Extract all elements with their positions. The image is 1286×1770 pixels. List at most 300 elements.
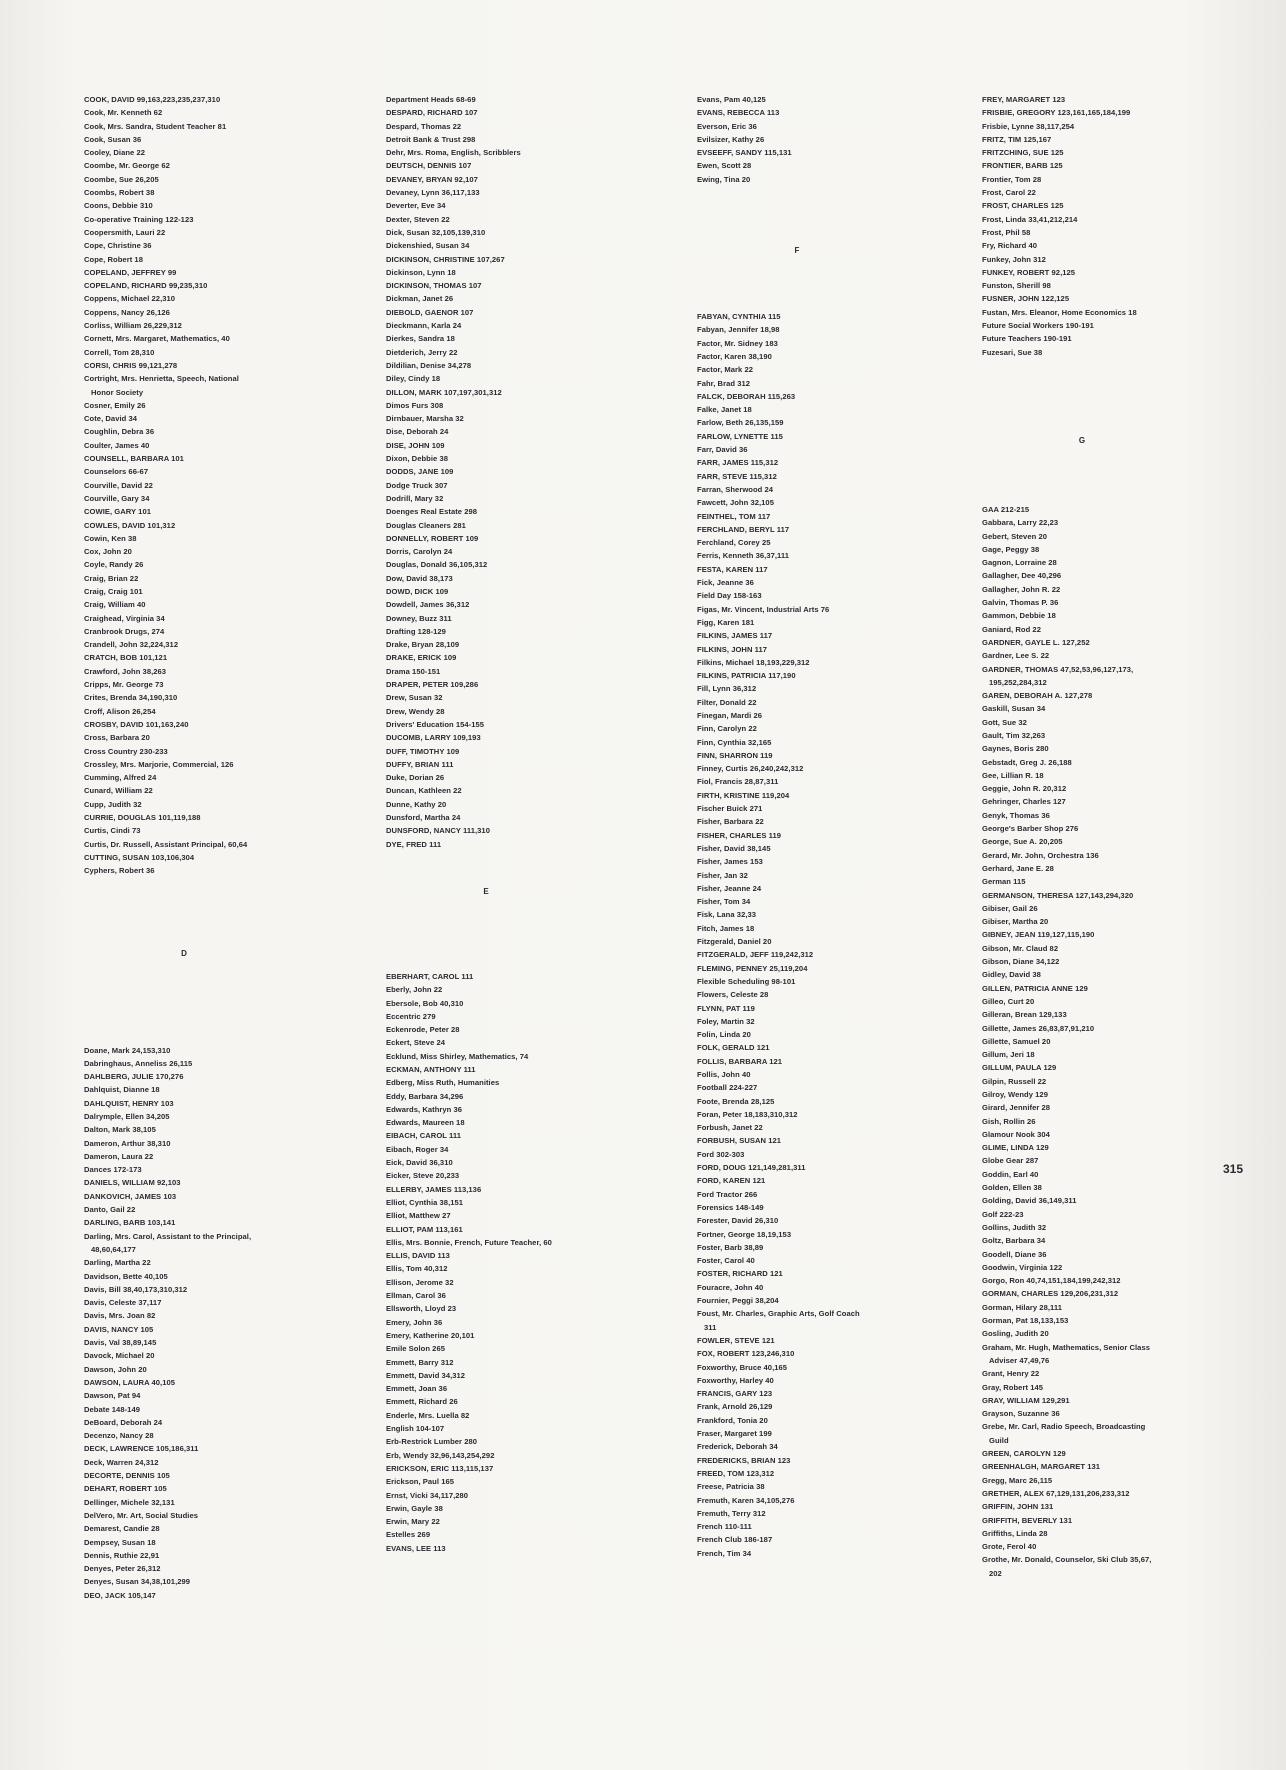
index-entry — [386, 159, 648, 172]
index-entry — [697, 962, 959, 975]
index-entry-text: DAHLBERG, JULIE 170,276 — [84, 1072, 184, 1082]
index-entry — [386, 425, 648, 438]
index-entry — [697, 762, 959, 775]
index-entry — [386, 346, 648, 359]
index-entry-text: Dellinger, Michele 32,131 — [84, 1497, 175, 1507]
index-entry — [697, 430, 959, 443]
index-entry — [982, 1248, 1244, 1261]
index-entry — [982, 503, 1244, 516]
index-entry-text: Fisk, Lana 32,33 — [697, 910, 757, 920]
spacer — [697, 257, 959, 310]
index-entry — [386, 93, 648, 106]
index-entry-text: Frank, Arnold 26,129 — [697, 1402, 773, 1412]
index-entry-text: Frost, Carol 22 — [982, 188, 1036, 198]
index-entry-text: Davidson, Bette 40,105 — [84, 1271, 168, 1281]
index-entry — [697, 1347, 959, 1360]
index-entry-text: Diley, Cindy 18 — [386, 374, 441, 384]
index-entry-continuation: 311 — [704, 1322, 717, 1332]
index-entry-text: Finn, Carolyn 22 — [697, 724, 757, 734]
index-entry-text: DODDS, JANE 109 — [386, 467, 454, 477]
index-entry — [84, 146, 346, 159]
index-entry — [982, 569, 1244, 582]
index-entry-text: Coombs, Robert 38 — [84, 188, 155, 198]
index-entry-text: Frontier, Tom 28 — [982, 174, 1042, 184]
index-entry — [386, 718, 648, 731]
index-entry — [386, 1023, 648, 1036]
index-entry — [386, 1076, 648, 1089]
index-entry — [84, 266, 346, 279]
index-entry — [84, 1323, 346, 1336]
index-entry — [982, 1394, 1244, 1407]
index-entry — [386, 1528, 648, 1541]
index-entry — [982, 1075, 1244, 1088]
index-entry-text: Dick, Susan 32,105,139,310 — [386, 227, 486, 237]
index-entry-text: Ellison, Jerome 32 — [386, 1277, 454, 1287]
index-entry — [982, 636, 1244, 649]
index-entry — [697, 802, 959, 815]
index-entry-text: Ford 302-303 — [697, 1149, 745, 1159]
index-group-f-cont — [982, 93, 1244, 359]
index-entry — [386, 1249, 648, 1262]
index-entry — [84, 851, 346, 864]
index-entry — [697, 1507, 959, 1520]
index-entry — [84, 159, 346, 172]
index-entry-text: Duke, Dorian 26 — [386, 773, 445, 783]
index-entry — [84, 1349, 346, 1362]
index-entry-text: DONNELLY, ROBERT 109 — [386, 533, 479, 543]
index-entry-text: Gilleran, Brean 129,133 — [982, 1010, 1067, 1020]
index-entry-text: Corliss, William 26,229,312 — [84, 321, 182, 331]
index-entry-text: Crandell, John 32,224,312 — [84, 640, 179, 650]
index-entry — [697, 855, 959, 868]
index-entry-text: Courville, Gary 34 — [84, 493, 150, 503]
index-entry-text: Geggie, John R. 20,312 — [982, 784, 1067, 794]
index-entry-text: Dowdell, James 36,312 — [386, 600, 470, 610]
index-entry — [982, 1407, 1244, 1420]
index-entry-text: Evilsizer, Kathy 26 — [697, 134, 765, 144]
index-entry — [982, 1460, 1244, 1473]
index-entry — [697, 1440, 959, 1453]
index-entry-text: Cosner, Emily 26 — [84, 400, 146, 410]
index-entry — [84, 758, 346, 771]
index-entry — [697, 1015, 959, 1028]
index-entry-text: Crawford, John 38,263 — [84, 666, 167, 676]
index-entry — [386, 146, 648, 159]
index-entry — [697, 922, 959, 935]
index-entry-text: FORD, DOUG 121,149,281,311 — [697, 1163, 806, 1173]
index-entry — [84, 1336, 346, 1349]
section-letter-e: E — [483, 886, 489, 896]
index-entry — [697, 1068, 959, 1081]
index-entry-text: Drew, Susan 32 — [386, 693, 443, 703]
index-entry-text: ELLIOT, PAM 113,161 — [386, 1224, 463, 1234]
index-entry-text: FILKINS, PATRICIA 117,190 — [697, 671, 796, 681]
index-entry-text: Craig, William 40 — [84, 600, 146, 610]
index-entry-text: Emmett, David 34,312 — [386, 1370, 466, 1380]
index-entry-text: Denyes, Susan 34,38,101,299 — [84, 1577, 191, 1587]
index-entry-text: Graham, Mr. Hugh, Mathematics, Senior Class — [982, 1342, 1150, 1352]
index-entry-continuation: 202 — [989, 1568, 1002, 1578]
index-entry-text: Drafting 128-129 — [386, 626, 446, 636]
index-entry-text: Gorgo, Ron 40,74,151,184,199,242,312 — [982, 1276, 1121, 1286]
index-entry — [697, 390, 959, 403]
index-entry — [697, 510, 959, 523]
index-entry — [84, 1044, 346, 1057]
index-entry-text: Drew, Wendy 28 — [386, 706, 445, 716]
index-entry — [386, 1502, 648, 1515]
index-entry-text: GERMANSON, THERESA 127,143,294,320 — [982, 890, 1134, 900]
index-entry-text: FILKINS, JOHN 117 — [697, 644, 768, 654]
index-entry — [697, 935, 959, 948]
index-entry-text: Goodwin, Virginia 122 — [982, 1262, 1063, 1272]
index-entry — [84, 425, 346, 438]
index-entry-text: GRIFFIN, JOHN 131 — [982, 1502, 1054, 1512]
index-entry — [982, 968, 1244, 981]
index-entry — [697, 310, 959, 323]
index-entry-continuation: 48,60,64,177 — [91, 1244, 136, 1254]
index-entry — [84, 1589, 346, 1602]
index-entry — [982, 292, 1244, 305]
index-entry-text: Dieckmann, Karla 24 — [386, 321, 462, 331]
index-entry — [386, 1316, 648, 1329]
index-entry — [982, 756, 1244, 769]
index-entry-text: Detroit Bank & Trust 298 — [386, 134, 476, 144]
index-entry-text: Darling, Mrs. Carol, Assistant to the Principal, — [84, 1231, 252, 1241]
index-entry — [982, 543, 1244, 556]
index-entry-text: Craighead, Virginia 34 — [84, 613, 165, 623]
index-entry-text: Fuzesari, Sue 38 — [982, 347, 1043, 357]
index-entry-text: Cope, Robert 18 — [84, 254, 143, 264]
index-entry-text: FESTA, KAREN 117 — [697, 564, 768, 574]
index-entry — [84, 811, 346, 824]
index-entry — [386, 838, 648, 851]
index-entry — [697, 1267, 959, 1280]
index-entry-text: Golden, Ellen 38 — [982, 1183, 1042, 1193]
index-entry — [697, 363, 959, 376]
index-entry — [982, 159, 1244, 172]
index-entry — [386, 983, 648, 996]
index-entry-text: CROSBY, DAVID 101,163,240 — [84, 719, 189, 729]
index-entry — [84, 585, 346, 598]
index-entry — [84, 1176, 346, 1189]
index-entry — [697, 563, 959, 576]
index-entry — [84, 1083, 346, 1096]
index-entry-text: DIEBOLD, GAENOR 107 — [386, 307, 474, 317]
index-entry — [84, 784, 346, 797]
index-entry — [982, 716, 1244, 729]
index-entry-text: Coombe, Mr. George 62 — [84, 161, 170, 171]
index-entry-text: Forbush, Janet 22 — [697, 1123, 763, 1133]
index-entry — [697, 1307, 959, 1334]
index-entry-text: Douglas Cleaners 281 — [386, 520, 466, 530]
index-entry — [697, 1400, 959, 1413]
index-entry — [982, 769, 1244, 782]
index-entry-text: Fischer Buick 271 — [697, 804, 763, 814]
index-entry — [697, 1134, 959, 1147]
index-entry-text: Gibson, Diane 34,122 — [982, 957, 1060, 967]
index-entry — [697, 456, 959, 469]
index-entry-text: Grothe, Mr. Donald, Counselor, Ski Club 35,67, — [982, 1555, 1152, 1565]
index-entry-text: Dabringhaus, Anneliss 26,115 — [84, 1058, 193, 1068]
index-entry-text: Dickenshied, Susan 34 — [386, 241, 470, 251]
index-entry-text: FITZGERALD, JEFF 119,242,312 — [697, 950, 814, 960]
index-entry — [982, 1301, 1244, 1314]
index-entry-text: Dalton, Mark 38,105 — [84, 1125, 156, 1135]
index-entry — [697, 988, 959, 1001]
index-entry — [84, 292, 346, 305]
index-entry-text: GRAY, WILLIAM 129,291 — [982, 1395, 1070, 1405]
index-entry — [982, 1274, 1244, 1287]
index-entry — [697, 1334, 959, 1347]
index-entry — [386, 492, 648, 505]
index-entry — [386, 970, 648, 983]
index-entry-text: DILLON, MARK 107,197,301,312 — [386, 387, 502, 397]
index-entry-text: Cowin, Ken 38 — [84, 533, 137, 543]
index-entry-text: DUFFY, BRIAN 111 — [386, 759, 454, 769]
index-entry-text: Dickinson, Lynn 18 — [386, 267, 456, 277]
index-entry — [386, 1409, 648, 1422]
index-entry — [84, 1376, 346, 1389]
spacer — [982, 359, 1244, 434]
index-entry — [386, 1036, 648, 1049]
index-entry-text: Filkins, Michael 18,193,229,312 — [697, 657, 810, 667]
index-entry-text: Eckert, Steve 24 — [386, 1038, 446, 1048]
index-entry — [84, 332, 346, 345]
index-entry-text: DESPARD, RICHARD 107 — [386, 108, 478, 118]
index-entry-text: Frederick, Deborah 34 — [697, 1442, 778, 1452]
index-entry-text: FARLOW, LYNETTE 115 — [697, 431, 783, 441]
index-entry — [982, 795, 1244, 808]
index-entry-text: Fitch, James 18 — [697, 923, 755, 933]
index-entry — [386, 572, 648, 585]
index-entry-text: Cunard, William 22 — [84, 786, 153, 796]
index-entry-text: George, Sue A. 20,205 — [982, 837, 1063, 847]
index-entry — [697, 775, 959, 788]
index-entry-text: Ewen, Scott 28 — [697, 161, 752, 171]
index-entry-text: Davis, Bill 38,40,173,310,312 — [84, 1284, 188, 1294]
spacer — [386, 851, 648, 885]
index-entry-text: Edberg, Miss Ruth, Humanities — [386, 1078, 500, 1088]
index-entry-text: Dameron, Laura 22 — [84, 1151, 154, 1161]
index-entry-text: FARR, STEVE 115,312 — [697, 471, 777, 481]
index-entry — [84, 651, 346, 664]
index-entry-text: Dunne, Kathy 20 — [386, 799, 447, 809]
index-entry-text: GILLEN, PATRICIA ANNE 129 — [982, 983, 1088, 993]
index-entry — [982, 516, 1244, 529]
index-entry-text: CUTTING, SUSAN 103,106,304 — [84, 852, 195, 862]
index-entry-text: Gagnon, Lorraine 28 — [982, 558, 1057, 568]
index-entry-text: Eberly, John 22 — [386, 985, 443, 995]
index-entry-text: Frost, Linda 33,41,212,214 — [982, 214, 1078, 224]
index-entry — [386, 439, 648, 452]
index-entry — [386, 1342, 648, 1355]
index-entry-text: Emmett, Richard 26 — [386, 1397, 458, 1407]
index-entry — [386, 505, 648, 518]
index-entry — [84, 1216, 346, 1229]
index-entry-text: Fustan, Mrs. Eleanor, Home Economics 18 — [982, 307, 1137, 317]
index-entry-text: COPELAND, RICHARD 99,235,310 — [84, 281, 208, 291]
index-entry — [982, 306, 1244, 319]
index-entry — [84, 1429, 346, 1442]
index-entry-text: Dow, David 38,173 — [386, 573, 453, 583]
index-entry — [386, 705, 648, 718]
index-entry — [697, 496, 959, 509]
index-entry-text: Glamour Nook 304 — [982, 1129, 1050, 1139]
index-entry — [84, 1070, 346, 1083]
index-entry-text: Dawson, Pat 94 — [84, 1391, 141, 1401]
index-entry — [386, 612, 648, 625]
index-entry — [697, 895, 959, 908]
index-entry — [386, 479, 648, 492]
index-entry — [84, 1150, 346, 1163]
index-entry — [386, 1276, 648, 1289]
index-entry — [386, 545, 648, 558]
index-entry — [697, 1228, 959, 1241]
index-entry — [697, 323, 959, 336]
index-entry — [697, 536, 959, 549]
index-entry-text: Drivers' Education 154-155 — [386, 719, 485, 729]
index-entry-text: Football 224-227 — [697, 1083, 758, 1093]
index-entry — [386, 1050, 648, 1063]
index-entry-text: Gollins, Judith 32 — [982, 1222, 1047, 1232]
index-entry — [982, 649, 1244, 662]
index-entry-text: FERCHLAND, BERYL 117 — [697, 524, 790, 534]
index-entry — [697, 1081, 959, 1094]
index-entry-text: FUSNER, JOHN 122,125 — [982, 294, 1070, 304]
index-entry-text: FREY, MARGARET 123 — [982, 95, 1066, 104]
index-entry — [84, 771, 346, 784]
index-entry — [84, 173, 346, 186]
index-entry-text: Frost, Phil 58 — [982, 227, 1031, 237]
index-entry-text: Future Social Workers 190-191 — [982, 321, 1094, 331]
index-entry-text: DANKOVICH, JAMES 103 — [84, 1191, 177, 1201]
index-entry — [982, 583, 1244, 596]
section-letter-d: D — [181, 948, 187, 958]
index-entry — [697, 1108, 959, 1121]
index-entry — [84, 253, 346, 266]
index-entry — [386, 332, 648, 345]
index-entry-text: Gibson, Mr. Claud 82 — [982, 943, 1059, 953]
index-entry-text: Erwin, Gayle 38 — [386, 1503, 443, 1513]
index-entry-text: Cortright, Mrs. Henrietta, Speech, National — [84, 374, 239, 384]
index-entry — [386, 1116, 648, 1129]
index-entry — [84, 399, 346, 412]
index-entry — [84, 1230, 346, 1257]
index-entry-text: Ferchland, Corey 25 — [697, 538, 771, 548]
index-entry-text: Foster, Carol 40 — [697, 1256, 755, 1266]
index-entry — [982, 835, 1244, 848]
index-group-e-cont — [697, 93, 959, 186]
index-entry — [697, 350, 959, 363]
index-entry — [982, 1115, 1244, 1128]
index-entry-text: Ernst, Vicki 34,117,280 — [386, 1490, 469, 1500]
index-entry-text: Gibiser, Martha 20 — [982, 917, 1049, 927]
index-entry — [84, 186, 346, 199]
index-entry-text: DICKINSON, THOMAS 107 — [386, 281, 482, 291]
index-entry — [386, 1329, 648, 1342]
index-entry — [386, 1356, 648, 1369]
index-entry — [386, 811, 648, 824]
index-entry — [697, 736, 959, 749]
index-entry — [982, 530, 1244, 543]
index-entry-text: Fisher, James 153 — [697, 857, 763, 867]
index-entry — [697, 842, 959, 855]
index-entry — [697, 696, 959, 709]
index-entry — [982, 902, 1244, 915]
index-entry — [84, 798, 346, 811]
index-entry-text: Eibach, Roger 34 — [386, 1144, 449, 1154]
index-entry — [386, 824, 648, 837]
index-column-4 — [982, 93, 1244, 1580]
index-entry — [982, 1447, 1244, 1460]
index-entry — [697, 1214, 959, 1227]
index-entry — [386, 1422, 648, 1435]
index-entry-text: Curtis, Dr. Russell, Assistant Principal, 60,64 — [84, 839, 248, 849]
index-entry-text: FINN, SHARRON 119 — [697, 750, 773, 760]
index-entry-text: Gebert, Steven 20 — [982, 531, 1048, 541]
index-entry-text: Gerard, Mr. John, Orchestra 136 — [982, 850, 1099, 860]
index-entry — [84, 598, 346, 611]
index-entry — [84, 558, 346, 571]
index-entry-text: Falke, Janet 18 — [697, 405, 752, 415]
index-entry-text: Farr, David 36 — [697, 445, 748, 455]
index-entry-continuation: 195,252,284,312 — [989, 677, 1047, 687]
index-entry-text: Coons, Debbie 310 — [84, 201, 153, 211]
index-entry-text: Ellsworth, Lloyd 23 — [386, 1304, 457, 1314]
index-entry — [982, 889, 1244, 902]
index-entry — [697, 1055, 959, 1068]
index-entry — [386, 691, 648, 704]
index-entry-text: Gillum, Jeri 18 — [982, 1050, 1035, 1060]
index-entry-text: Fabyan, Jennifer 18,98 — [697, 325, 780, 335]
index-group-e — [386, 970, 648, 1555]
index-entry-text: Dirnbauer, Marsha 32 — [386, 414, 464, 424]
index-entry — [84, 1536, 346, 1549]
index-entry — [386, 239, 648, 252]
index-entry-text: DEO, JACK 105,147 — [84, 1590, 156, 1600]
index-entry — [982, 822, 1244, 835]
index-entry-text: FUNKEY, ROBERT 92,125 — [982, 267, 1076, 277]
index-entry — [697, 1520, 959, 1533]
spacer — [84, 878, 346, 947]
index-entry-text: Gorman, Hilary 28,111 — [982, 1302, 1062, 1312]
index-entry-text: COPELAND, JEFFREY 99 — [84, 267, 177, 277]
index-entry-text: Dehr, Mrs. Roma, English, Scribblers — [386, 148, 521, 158]
index-entry-text: Coulter, James 40 — [84, 440, 150, 450]
index-entry — [697, 908, 959, 921]
index-entry-text: Davis, Mrs. Joan 82 — [84, 1311, 156, 1321]
index-entry-text: Cote, David 34 — [84, 414, 138, 424]
index-entry-text: Dahlquist, Dianne 18 — [84, 1085, 160, 1095]
index-entry — [386, 678, 648, 691]
index-entry — [982, 346, 1244, 359]
index-entry — [982, 1141, 1244, 1154]
index-entry-text: Ferris, Kenneth 36,37,111 — [697, 551, 790, 561]
index-entry-text: Cox, John 20 — [84, 547, 132, 557]
spacer — [386, 898, 648, 970]
index-entry-text: Croff, Alison 26,254 — [84, 706, 156, 716]
index-entry-text: English 104-107 — [386, 1424, 445, 1434]
index-entry-text: Decenzo, Nancy 28 — [84, 1431, 154, 1441]
index-entry-text: FLEMING, PENNEY 25,119,204 — [697, 963, 808, 973]
index-entry — [697, 120, 959, 133]
index-entry — [84, 572, 346, 585]
index-entry — [386, 758, 648, 771]
index-entry-text: Gilroy, Wendy 129 — [982, 1090, 1048, 1099]
index-entry — [386, 1143, 648, 1156]
index-entry-text: Drama 150-151 — [386, 666, 441, 676]
index-entry — [982, 319, 1244, 332]
